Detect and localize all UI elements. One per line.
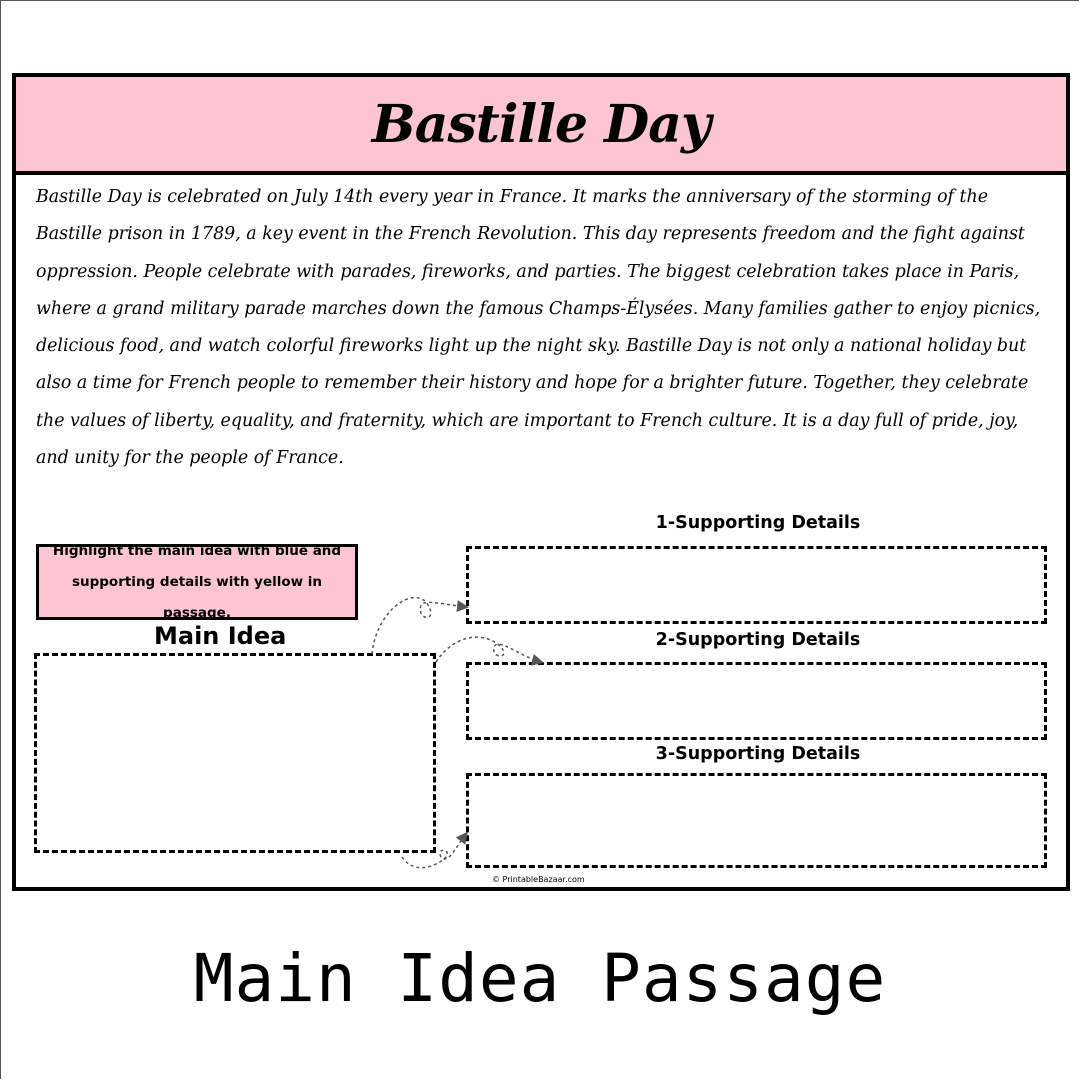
supporting-details-box-3[interactable] (466, 773, 1047, 868)
supporting-details-box-2[interactable] (466, 662, 1047, 740)
instruction-text: Highlight the main idea with blue and supporting details with yellow in passage. (52, 542, 342, 621)
caption-title: Main Idea Passage (193, 940, 887, 1017)
title-bar (16, 77, 1066, 175)
supporting-details-label-3: 3-Supporting Details (655, 744, 861, 764)
main-idea-box[interactable] (34, 653, 436, 853)
supporting-details-box-1[interactable] (466, 546, 1047, 624)
arrow-to-detail-1 (372, 598, 466, 654)
worksheet (12, 73, 1070, 891)
passage-text: Bastille Day is celebrated on July 14th every year in France. It marks the anniversary of the storming of the Bastille prison in 1789, a key event in the French Revolution. This day represents freedom and the fight against oppression. People celebrate with parades, fireworks, and parties. The biggest celebration takes place in Paris, where a grand military parade marches down the famous Champs-Élysées. Many families gather to enjoy picnics, delicious food, and watch colorful fireworks light up the night sky. Bastille Day is not only a national holiday but also a time for French people to remember their history and hope for a brighter future. Together, they celebrate the values of liberty, equality, and fraternity, which are important to French culture. It is a day full of pride, joy, and unity for the people of France. (36, 187, 1041, 469)
worksheet-title: Bastille Day (371, 93, 711, 155)
instruction-box (36, 544, 358, 620)
copyright-text: © PrintableBazaar.com (492, 875, 585, 884)
main-idea-label: Main Idea (154, 622, 287, 650)
supporting-details-label-1: 1-Supporting Details (655, 513, 861, 533)
supporting-details-label-2: 2-Supporting Details (655, 630, 861, 650)
